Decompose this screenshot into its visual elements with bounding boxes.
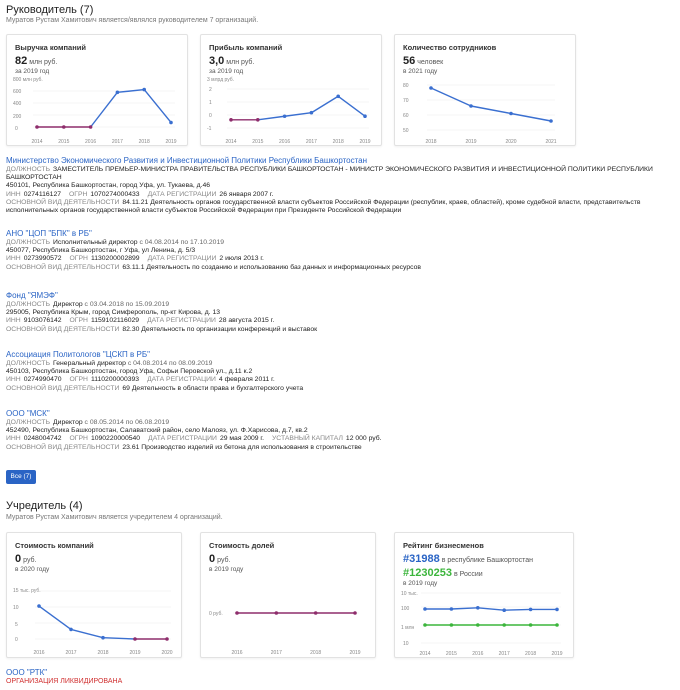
staff-note: в 2021 году	[403, 68, 438, 75]
company-cost-title: Стоимость компаний	[15, 541, 94, 550]
series-segment	[511, 114, 551, 122]
data-point	[353, 611, 357, 615]
profit-title: Прибыль компаний	[209, 43, 283, 52]
revenue-ytitle: 800 млн руб.	[13, 77, 43, 83]
profit-chart	[201, 75, 383, 147]
data-point	[314, 611, 318, 615]
company-cost-note: в 2020 году	[15, 566, 50, 573]
revenue-note: за 2019 год	[15, 68, 50, 75]
org-activity-row: ОСНОВНОЙ ВИД ДЕЯТЕЛЬНОСТИ 69 Деятельность в области права и бухгалтерского учета	[6, 384, 304, 392]
org-address: 450101, Республика Башкортостан, город Уфа, ул. Тукаева, д.46	[6, 182, 211, 190]
data-point	[450, 623, 454, 627]
data-point	[529, 623, 533, 627]
profit-value: 3,0 млн руб.	[209, 55, 255, 67]
staff-card[interactable]	[394, 34, 576, 146]
revenue-card[interactable]	[6, 34, 188, 146]
profit-ytick: -1	[207, 126, 212, 132]
data-point	[283, 114, 287, 118]
data-point	[275, 611, 279, 615]
org-activity-row: ОСНОВНОЙ ВИД ДЕЯТЕЛЬНОСТИ 63.11.1 Деятельность по созданию и использованию баз данных и информационных ресурсов	[6, 263, 422, 271]
org-position-row: ДОЛЖНОСТЬ Исполнительный директор с 04.08.2014 по 17.10.2019	[6, 239, 225, 246]
series-segment	[91, 92, 118, 127]
x-tick-label: 2019	[129, 650, 141, 656]
x-tick-label: 2018	[138, 139, 150, 145]
founder-section-title: Учредитель (4)	[6, 500, 83, 512]
rating-note: в 2019 году	[403, 580, 438, 587]
x-tick-label: 2017	[305, 139, 317, 145]
x-tick-label: 2017	[498, 651, 510, 657]
staff-ytick: 60	[403, 113, 409, 119]
x-tick-label: 2019	[349, 650, 361, 656]
org-address: 452490, Республика Башкортостан, Салаватский район, село Малояз, ул. Ф.Харисова, д.7, кв.2	[6, 427, 308, 435]
shares-cost-chart	[201, 583, 377, 659]
data-point	[363, 114, 367, 118]
data-point	[423, 623, 427, 627]
shares-cost-card[interactable]	[200, 532, 376, 658]
rating-ytitle: 10 тыс.	[401, 591, 418, 597]
series-segment	[504, 609, 530, 610]
series-segment	[311, 96, 338, 112]
x-tick-label: 2014	[31, 139, 43, 145]
series-segment	[39, 606, 71, 629]
series-segment	[471, 106, 511, 114]
data-point	[62, 125, 66, 129]
data-point	[469, 104, 473, 108]
series-segment	[71, 629, 103, 637]
data-point	[502, 608, 506, 612]
x-tick-label: 2017	[65, 650, 77, 656]
company-cost-ytick: 10	[13, 605, 19, 611]
x-tick-label: 2018	[97, 650, 109, 656]
revenue-ytick: 200	[13, 114, 22, 120]
liquidated-status: ОРГАНИЗАЦИЯ ЛИКВИДИРОВАНА	[6, 678, 123, 685]
org-link[interactable]: Фонд "ЯМЭФ"	[6, 291, 58, 300]
org-link[interactable]: ООО "МСК"	[6, 409, 50, 418]
org-ids-row: ИНН 0248004742 ОГРН 1090220000540 ДАТА РЕГИСТРАЦИИ 29 мая 2009 г. УСТАВНЫЙ КАПИТАЛ 12 000 руб.	[6, 435, 382, 443]
org-position-row: ДОЛЖНОСТЬ Генеральный директор с 04.08.2014 по 08.09.2019	[6, 360, 213, 367]
series-segment	[431, 88, 471, 106]
org-link[interactable]: Министерство Экономического Развития и Инвестиционной Политики Республики Башкортостан	[6, 156, 368, 165]
data-point	[476, 606, 480, 610]
x-tick-label: 2014	[419, 651, 431, 657]
profit-ytick: 1	[209, 100, 212, 106]
org-position-row: ДОЛЖНОСТЬ ЗАМЕСТИТЕЛЬ ПРЕМЬЕР-МИНИСТРА ПРАВИТЕЛЬСТВА РЕСПУБЛИКИ БАШКОРТОСТАН - МИНИСТР ЭКОНОМИЧЕСКОГО РАЗВИТИЯ И ИНВЕСТИЦИОННОЙ ПОЛИТИКИ РЕСПУБЛИКИ БАШКОРТОСТАН	[6, 166, 653, 182]
rating-chart	[395, 585, 575, 659]
series-segment	[144, 90, 171, 123]
revenue-ytick: 600	[13, 89, 22, 95]
x-tick-label: 2020	[505, 139, 517, 145]
org-position-row: ДОЛЖНОСТЬ Директор с 08.05.2014 по 06.08.2019	[6, 419, 170, 426]
org-entry	[6, 156, 670, 215]
show-all-button[interactable]: Все (7)	[6, 470, 36, 484]
org-address: 295005, Республика Крым, город Симферополь, пр-кт Кирова, д. 13	[6, 309, 221, 317]
revenue-ytick: 400	[13, 101, 22, 107]
company-cost-ytick: 5	[15, 622, 18, 628]
profit-ytitle: 3 млрд руб.	[207, 77, 235, 83]
x-tick-label: 2016	[85, 139, 97, 145]
org-activity-row: ОСНОВНОЙ ВИД ДЕЯТЕЛЬНОСТИ 84.11.21 Деятельность органов государственной власти субъектов Российской Федерации (республик, краев, областей), кроме судебной власти, представительств исполнительных органов государственной власти субъектов Российской Федерации при Президенте Российской Федерации	[6, 198, 641, 215]
revenue-ytick: 0	[15, 126, 18, 132]
x-tick-label: 2015	[252, 139, 264, 145]
data-point	[89, 125, 93, 129]
data-point	[165, 637, 169, 641]
staff-ytick: 70	[403, 98, 409, 104]
org-address: 450103, Республика Башкортостан, город Уфа, Софьи Перовской ул., д.11 к.2	[6, 368, 253, 376]
x-tick-label: 2016	[231, 650, 243, 656]
revenue-title: Выручка компаний	[15, 43, 86, 52]
leader-section-title: Руководитель (7)	[6, 4, 94, 16]
x-tick-label: 2015	[445, 651, 457, 657]
org-ids-row: ИНН 0274116127 ОГРН 1070274000433 ДАТА РЕГИСТРАЦИИ 26 января 2007 г.	[6, 190, 274, 198]
data-point	[549, 119, 553, 123]
rating-title: Рейтинг бизнесменов	[403, 541, 484, 550]
data-point	[69, 628, 73, 632]
data-point	[229, 118, 233, 122]
shares-cost-note: в 2019 году	[209, 566, 244, 573]
x-tick-label: 2014	[225, 139, 237, 145]
x-tick-label: 2015	[58, 139, 70, 145]
leader-section-subtitle: Муратов Рустам Хамитович является/являлся руководителем 7 организаций.	[6, 17, 259, 24]
org-ids-row: ИНН 9103076142 ОГРН 1159102116029 ДАТА РЕГИСТРАЦИИ 28 августа 2015 г.	[6, 317, 275, 325]
org-position-row: ДОЛЖНОСТЬ Директор с 03.04.2018 по 15.09.2019	[6, 301, 170, 308]
series-segment	[478, 608, 504, 610]
company-cost-ytitle: 15 тыс. руб.	[13, 588, 41, 594]
series-segment	[451, 608, 477, 609]
x-tick-label: 2019	[359, 139, 371, 145]
org-link[interactable]: ООО "РТК"	[6, 668, 48, 677]
data-point	[101, 636, 105, 640]
data-point	[555, 623, 559, 627]
x-tick-label: 2019	[165, 139, 177, 145]
org-entry	[6, 291, 670, 334]
company-cost-ytick: 0	[15, 637, 18, 643]
data-point	[529, 608, 533, 612]
x-tick-label: 2018	[525, 651, 537, 657]
company-cost-chart	[7, 583, 183, 659]
x-tick-label: 2018	[310, 650, 322, 656]
x-tick-label: 2018	[332, 139, 344, 145]
company-cost-value: 0 руб.	[15, 553, 37, 565]
x-tick-label: 2021	[545, 139, 557, 145]
org-entry	[6, 229, 670, 272]
x-tick-label: 2020	[161, 650, 173, 656]
series-segment	[285, 113, 312, 117]
data-point	[37, 604, 41, 608]
data-point	[509, 112, 513, 116]
data-point	[502, 623, 506, 627]
x-tick-label: 2017	[270, 650, 282, 656]
data-point	[310, 111, 314, 115]
revenue-chart	[7, 75, 189, 147]
data-point	[429, 86, 433, 90]
org-activity-row: ОСНОВНОЙ ВИД ДЕЯТЕЛЬНОСТИ 23.61 Производство изделий из бетона для использования в строительстве	[6, 443, 362, 451]
data-point	[235, 611, 239, 615]
rating-ytick: 100	[401, 606, 410, 612]
x-tick-label: 2018	[425, 139, 437, 145]
staff-chart	[395, 75, 577, 147]
x-tick-label: 2016	[33, 650, 45, 656]
data-point	[35, 125, 39, 129]
org-link[interactable]: АНО "ЦОП "БПК" в РБ"	[6, 229, 92, 238]
shares-cost-title: Стоимость долей	[209, 541, 275, 550]
rating-region: #31988 в республике Башкортостан	[403, 553, 533, 565]
data-point	[256, 118, 260, 122]
x-tick-label: 2019	[551, 651, 563, 657]
shares-cost-value: 0 руб.	[209, 553, 231, 565]
series-segment	[258, 116, 285, 120]
data-point	[423, 607, 427, 611]
x-tick-label: 2019	[465, 139, 477, 145]
rating-card[interactable]	[394, 532, 574, 658]
founder-org-entry	[6, 668, 670, 685]
data-point	[116, 91, 120, 95]
rating-ytick: 1 млн	[401, 625, 415, 631]
org-activity-row: ОСНОВНОЙ ВИД ДЕЯТЕЛЬНОСТИ 82.30 Деятельность по организации конференций и выставок	[6, 325, 318, 333]
series-segment	[338, 96, 365, 116]
org-entry	[6, 350, 670, 393]
profit-card[interactable]	[200, 34, 382, 146]
profit-ytick: 2	[209, 87, 212, 93]
data-point	[476, 623, 480, 627]
org-ids-row: ИНН 0273990572 ОГРН 1130200002899 ДАТА РЕГИСТРАЦИИ 2 июля 2013 г.	[6, 255, 264, 263]
staff-ytick: 80	[403, 83, 409, 89]
shares-cost-ytick: 0 руб.	[209, 611, 223, 617]
revenue-value: 82 млн руб.	[15, 55, 58, 67]
org-link[interactable]: Ассоциация Политологов "ЦСКП в РБ"	[6, 350, 150, 359]
data-point	[336, 94, 340, 98]
data-point	[133, 637, 137, 641]
x-tick-label: 2016	[472, 651, 484, 657]
data-point	[555, 608, 559, 612]
x-tick-label: 2017	[111, 139, 123, 145]
founder-section-subtitle: Муратов Рустам Хамитович является учредителем 4 организаций.	[6, 514, 223, 521]
rating-russia: #1230253 в России	[403, 567, 483, 579]
staff-ytick: 50	[403, 128, 409, 134]
staff-title: Количество сотрудников	[403, 43, 497, 52]
org-address: 450077, Республика Башкортостан, г Уфа, ул Ленина, д. 5/3	[6, 247, 196, 255]
data-point	[450, 607, 454, 611]
rating-ytick: 10	[403, 641, 409, 647]
staff-value: 56 человек	[403, 55, 444, 67]
data-point	[169, 121, 173, 125]
profit-note: за 2019 год	[209, 68, 244, 75]
company-cost-card[interactable]	[6, 532, 182, 658]
org-ids-row: ИНН 0274990470 ОГРН 1110200000393 ДАТА РЕГИСТРАЦИИ 4 февраля 2011 г.	[6, 376, 275, 384]
data-point	[142, 88, 146, 92]
profit-ytick: 0	[209, 113, 212, 119]
org-entry	[6, 409, 670, 452]
x-tick-label: 2016	[279, 139, 291, 145]
